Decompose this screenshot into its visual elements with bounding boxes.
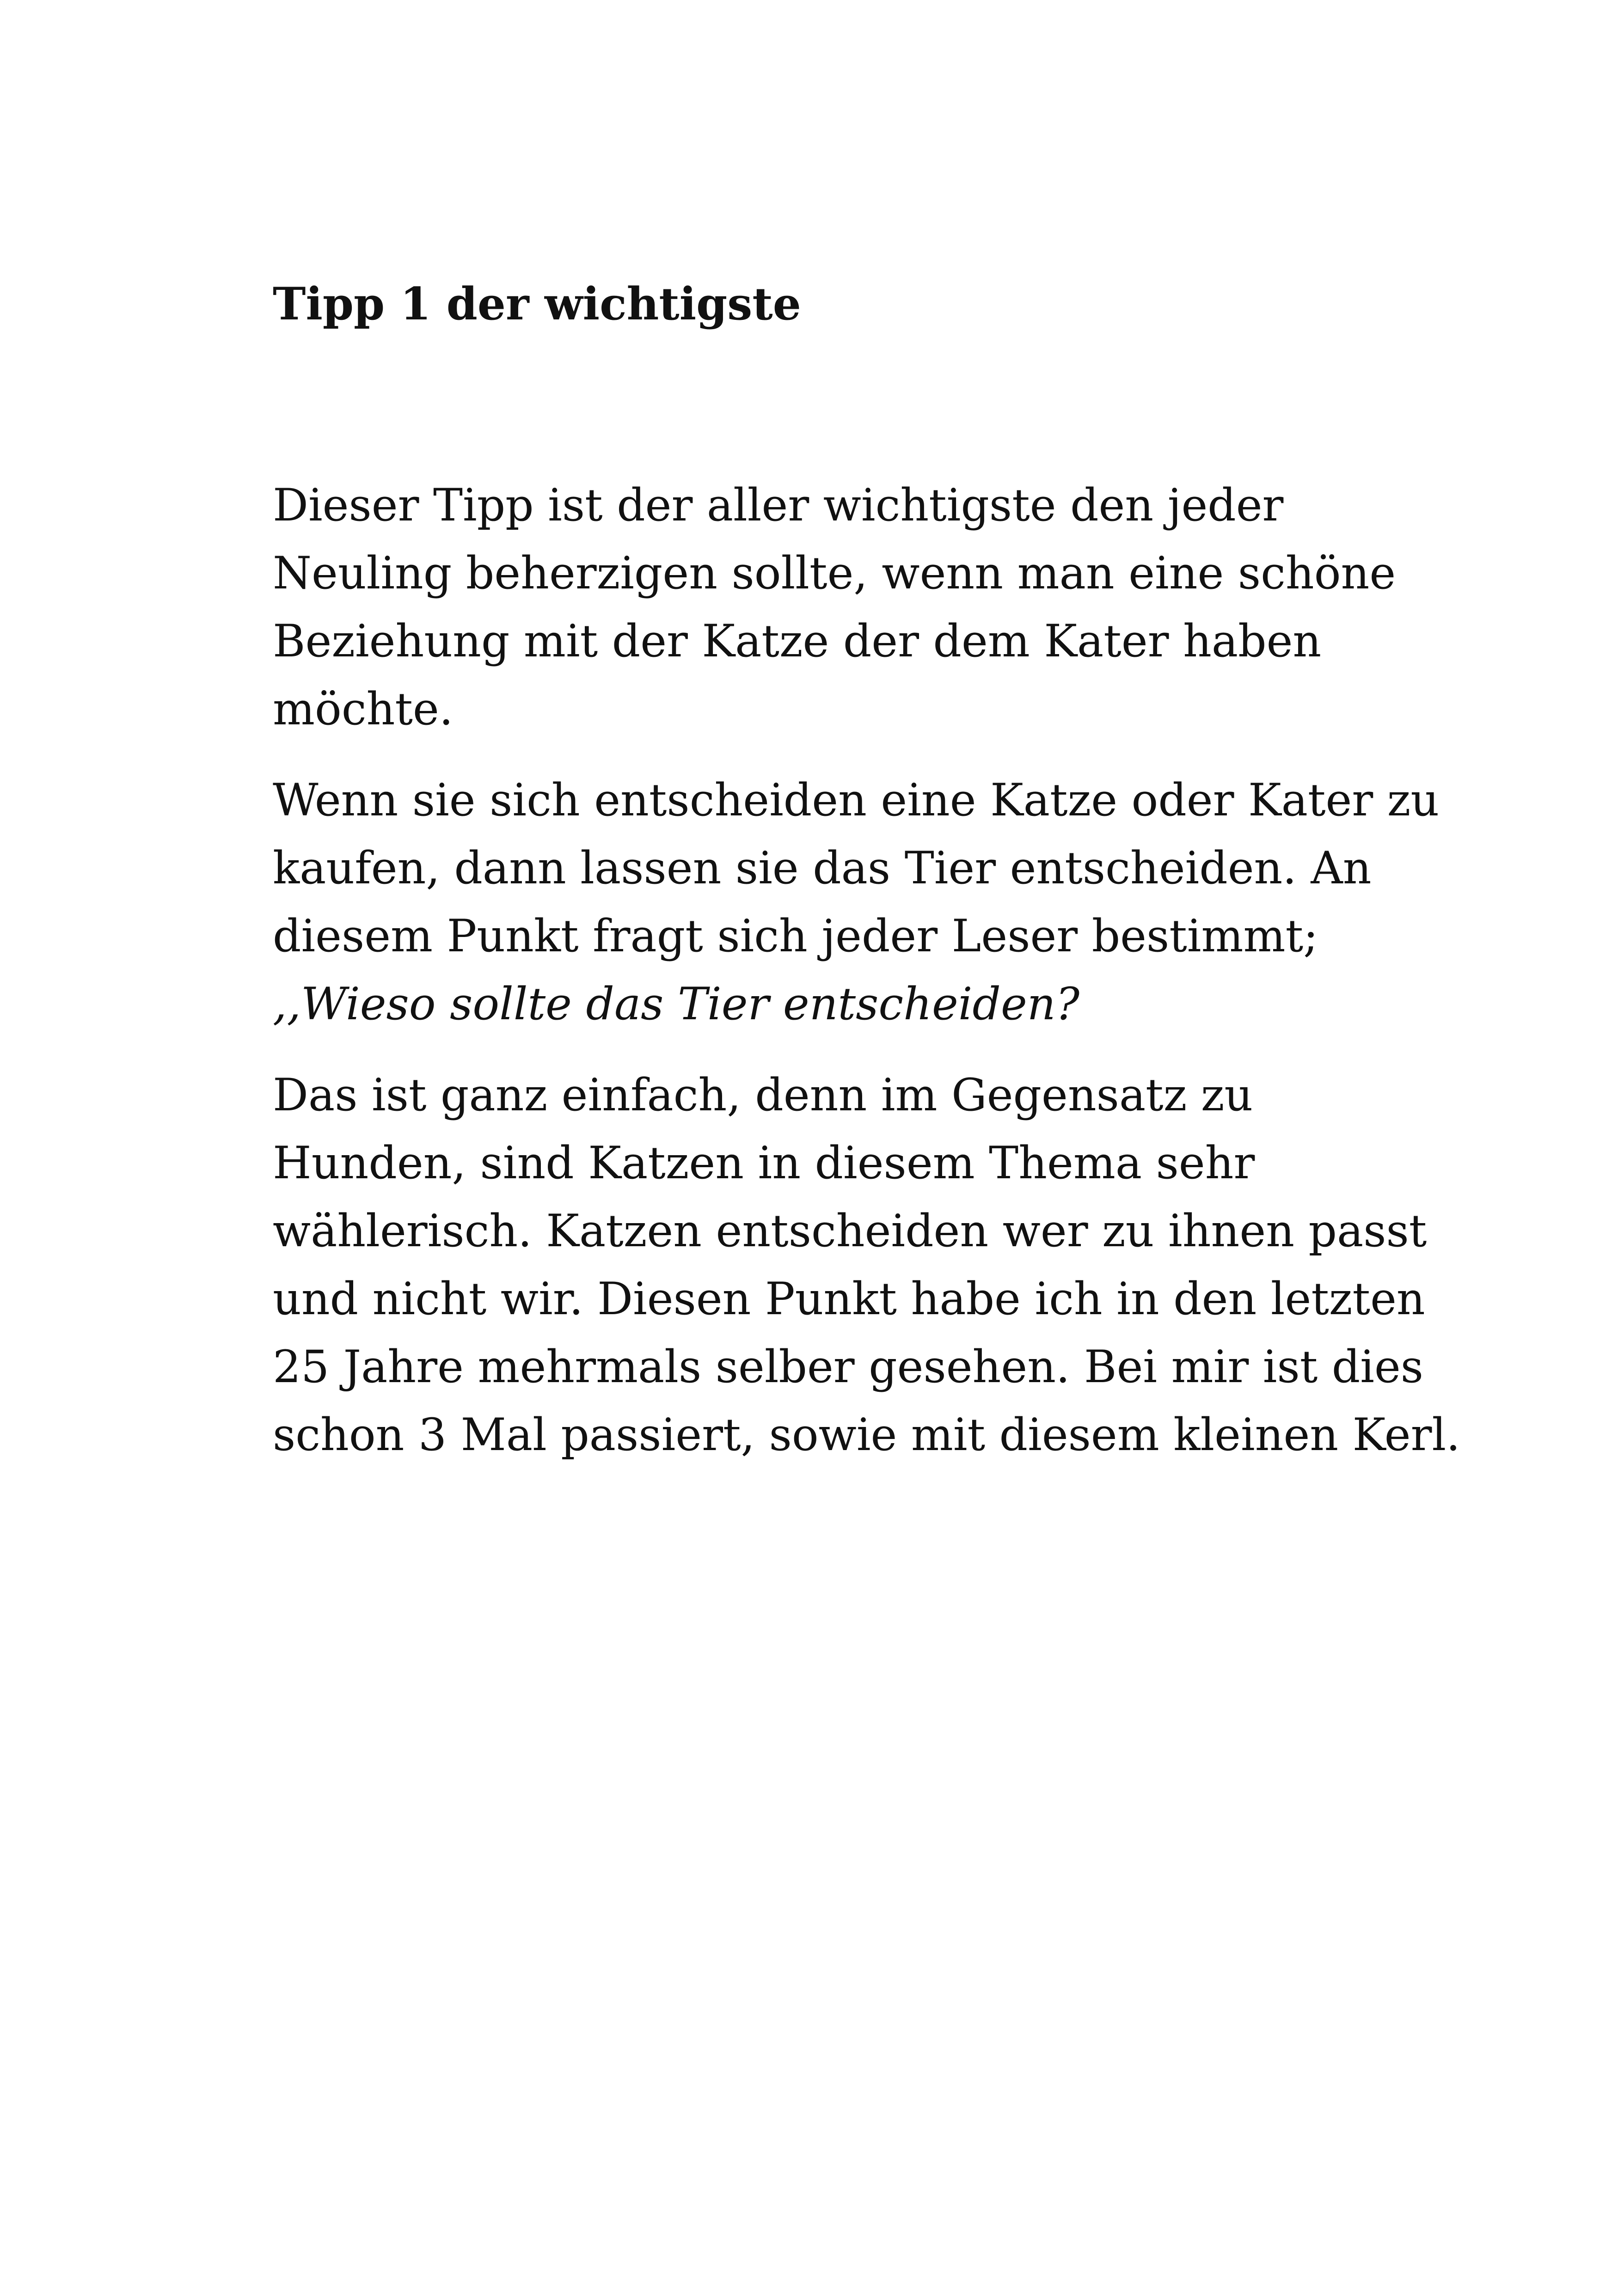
paragraph-2 <box>273 766 1440 1038</box>
italic-question-line: ,,Wieso sollte das Tier entscheiden? <box>273 978 1080 1030</box>
body-text <box>273 471 1460 1492</box>
text-line: diesem Punkt fragt sich jeder Leser bestimmt; <box>273 910 1318 962</box>
text-line: 25 Jahre mehrmals selber gesehen. Bei mir ist dies <box>273 1341 1424 1393</box>
text-line: kaufen, dann lassen sie das Tier entscheiden. An <box>273 842 1372 894</box>
text-line: möchte. <box>273 683 454 735</box>
text-line: Das ist ganz einfach, denn im Gegensatz zu <box>273 1069 1253 1121</box>
paragraph-1 <box>273 471 1396 743</box>
page-title: Tipp 1 der wichtigste <box>273 278 801 330</box>
text-line: Wenn sie sich entscheiden eine Katze oder Kater zu <box>273 774 1440 826</box>
text-line: und nicht wir. Diesen Punkt habe ich in den letzten <box>273 1273 1425 1325</box>
text-line: schon 3 Mal passiert, sowie mit diesem kleinen Kerl. <box>273 1409 1460 1461</box>
text-line: Neuling beherzigen sollte, wenn man eine schöne <box>273 547 1396 599</box>
text-line: Dieser Tipp ist der aller wichtigste den jeder <box>273 479 1284 531</box>
paragraph-3 <box>273 1061 1460 1469</box>
text-line: Hunden, sind Katzen in diesem Thema sehr <box>273 1137 1255 1189</box>
text-line: Beziehung mit der Katze der dem Kater haben <box>273 615 1322 667</box>
text-line: wählerisch. Katzen entscheiden wer zu ihnen passt <box>273 1205 1427 1257</box>
